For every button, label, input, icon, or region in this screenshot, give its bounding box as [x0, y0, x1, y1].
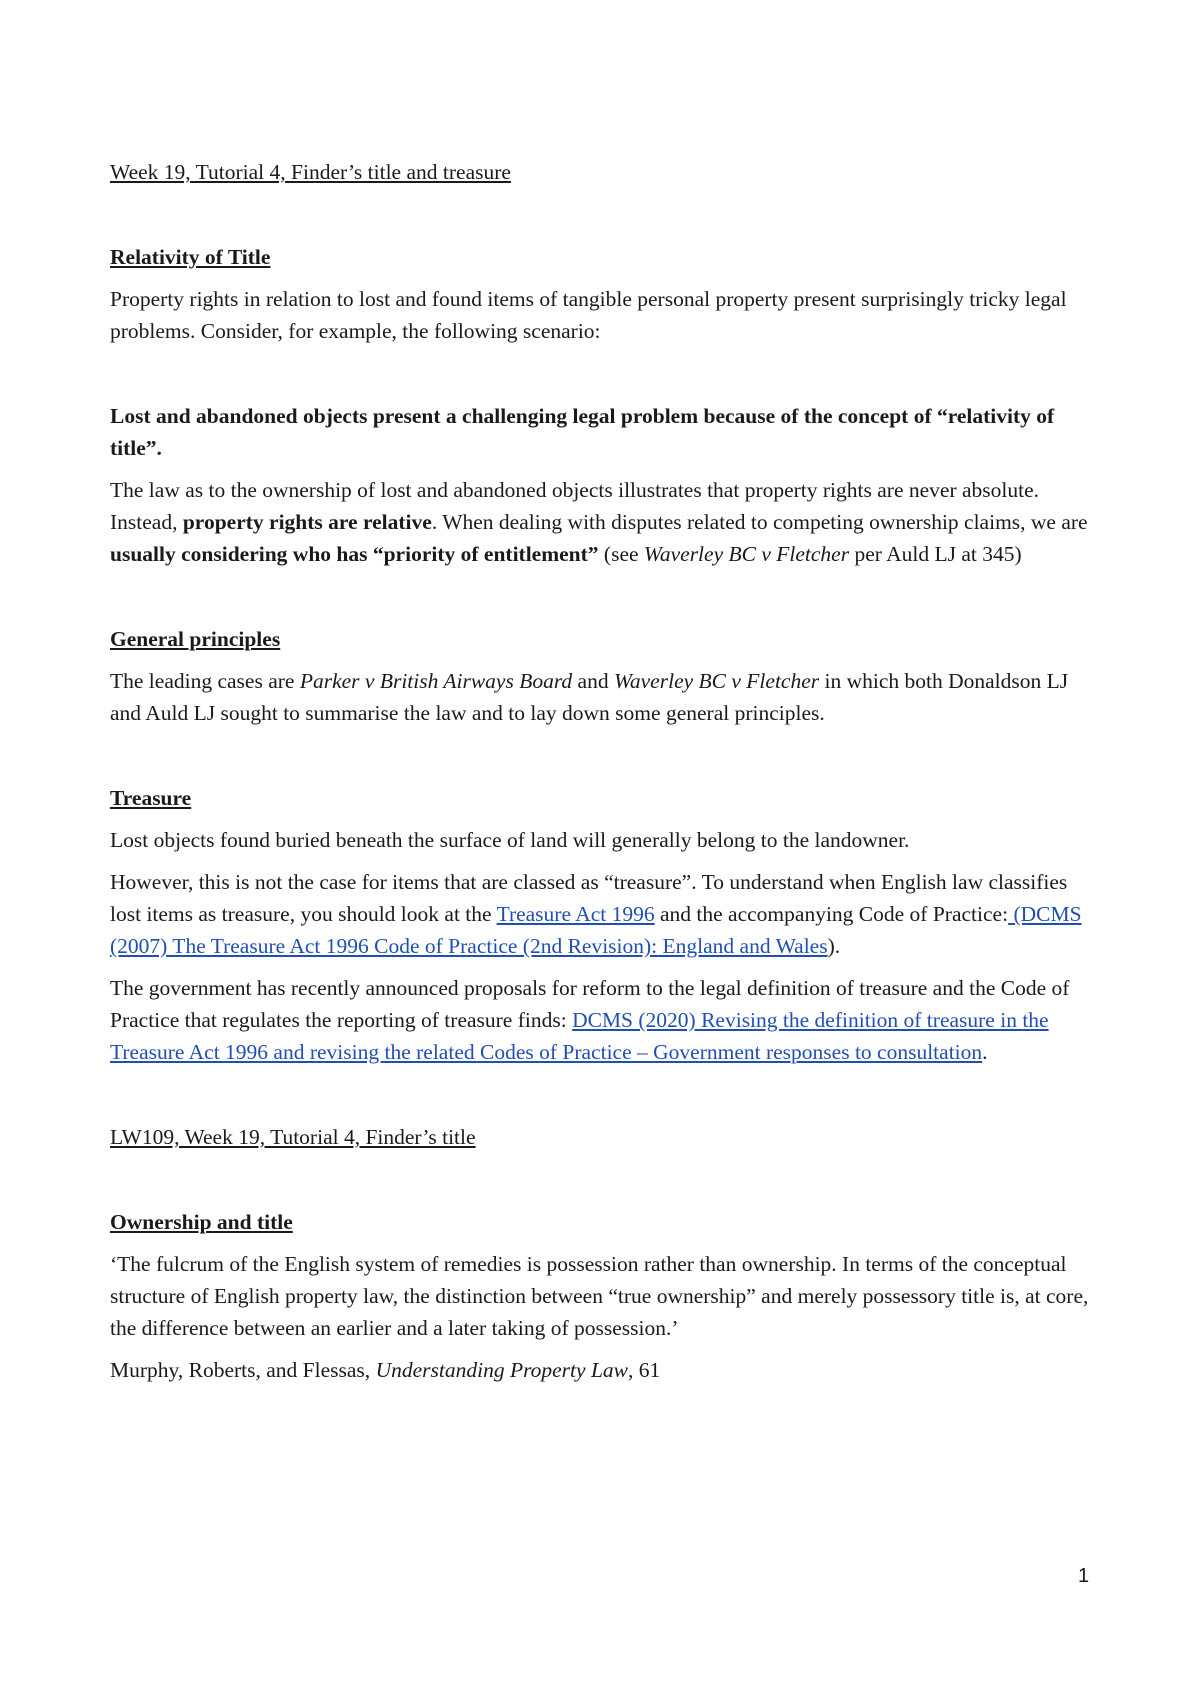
treasure-paragraph-3: The government has recently announced proposals for reform to the legal definition of treasure and the Code of Practice that regulates the reporting of treasure finds: DCMS (2020) Revising the definition of treasure in the Treasure Act 1996 and revising the related Codes of Practice – Government responses to consultation.: [110, 976, 1070, 1064]
heading-relativity-of-title: Relativity of Title: [110, 245, 271, 269]
ownership-quote: ‘The fulcrum of the English system of remedies is possession rather than ownership. In terms of the conceptual structure of English property law, the distinction between “true ownership” and merely possessory title is, at core, the difference between an earlier and a later taking of possession.’: [110, 1252, 1089, 1340]
relativity-bold-statement: Lost and abandoned objects present a challenging legal problem because of the concept of “relativity of title”.: [110, 404, 1055, 460]
ownership-citation: Murphy, Roberts, and Flessas, Understanding Property Law, 61: [110, 1358, 661, 1382]
code-of-practice-link[interactable]: (DCMS (2007) The Treasure Act 1996 Code of Practice (2nd Revision): England and Wales: [110, 902, 1082, 958]
treasure-paragraph-2: However, this is not the case for items that are classed as “treasure”. To understand when English law classifies lost items as treasure, you should look at the Treasure Act 1996 and the accompanying Code of Practice: (DCMS (2007) The Treasure Act 1996 Code of Practice (2nd Revision): England and Wales).: [110, 870, 1082, 958]
dcms-2020-link[interactable]: DCMS (2020) Revising the definition of treasure in the Treasure Act 1996 and revising the related Codes of Practice – Government responses to consultation: [110, 1008, 1049, 1064]
page-number: 1: [1078, 1565, 1090, 1587]
relativity-body-paragraph: The law as to the ownership of lost and abandoned objects illustrates that property rights are never absolute. Instead, property rights are relative. When dealing with disputes related to competing ownership claims, we are usually considering who has “priority of entitlement” (see Waverley BC v Fletcher per Auld LJ at 345): [110, 478, 1088, 566]
document-page: [110, 156, 1100, 1386]
relativity-intro-paragraph: Property rights in relation to lost and found items of tangible personal property present surprisingly tricky legal problems. Consider, for example, the following scenario:: [110, 287, 1067, 343]
document-subtitle: LW109, Week 19, Tutorial 4, Finder’s title: [110, 1125, 476, 1149]
treasure-act-link[interactable]: Treasure Act 1996: [496, 902, 655, 926]
heading-treasure: Treasure: [110, 786, 192, 810]
heading-general-principles: General principles: [110, 627, 281, 651]
general-principles-paragraph: The leading cases are Parker v British Airways Board and Waverley BC v Fletcher in which both Donaldson LJ and Auld LJ sought to summarise the law and to lay down some general principles.: [110, 669, 1069, 725]
treasure-paragraph-1: Lost objects found buried beneath the surface of land will generally belong to the landowner.: [110, 828, 910, 852]
heading-ownership-and-title: Ownership and title: [110, 1210, 293, 1234]
document-title: Week 19, Tutorial 4, Finder’s title and treasure: [110, 160, 511, 184]
